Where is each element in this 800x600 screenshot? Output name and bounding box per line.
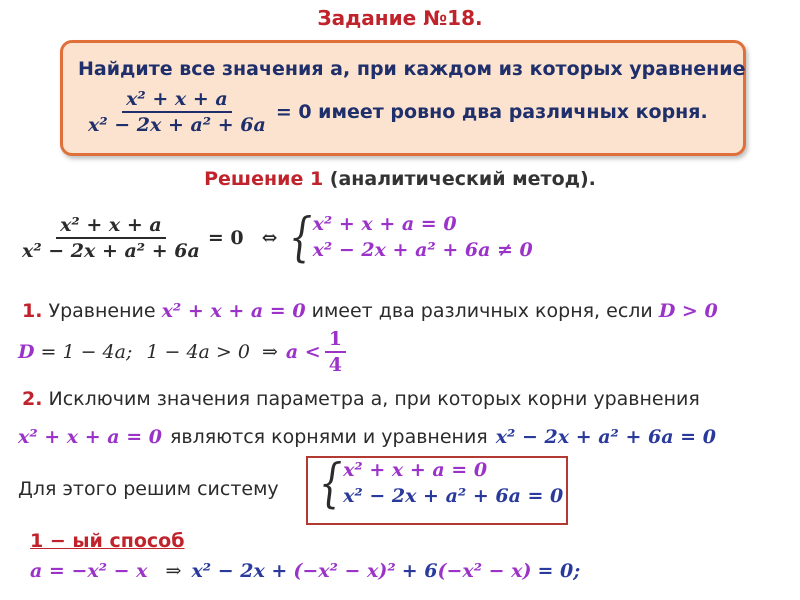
system-brace: { <box>288 208 312 268</box>
one-quarter-fraction <box>325 328 346 376</box>
task-fraction-numerator: x² + x + a <box>122 88 232 113</box>
substitution-part-b: (−x² − x)² <box>293 560 396 582</box>
substitution-part-d: (−x² − x) <box>437 560 532 582</box>
implies-arrow: ⇒ <box>261 341 278 363</box>
main-equation <box>18 208 533 268</box>
step-2-continuation <box>18 426 716 448</box>
task-fraction <box>84 88 270 136</box>
equals-zero: = 0 <box>207 227 244 249</box>
fraction-denominator: 4 <box>328 354 342 376</box>
system-label: Для этого решим систему <box>18 478 279 500</box>
a-less-than: a < <box>285 341 321 363</box>
discriminant-line <box>18 328 346 376</box>
solution-label: Решение 1 <box>204 168 324 190</box>
main-fraction <box>18 214 204 262</box>
method-1-equation <box>30 560 580 582</box>
step-1-condition: D > 0 <box>658 300 718 322</box>
framed-system <box>314 454 564 514</box>
framed-system-line-2: x² − 2x + a² + 6a = 0 <box>343 485 564 507</box>
task-title: Задание №18. <box>317 6 483 30</box>
framed-system-line-1: x² + x + a = 0 <box>343 459 488 482</box>
task-statement-line2 <box>84 88 708 136</box>
step-2-equation-2: x² − 2x + a² + 6a = 0 <box>495 426 716 448</box>
step-2-text-mid: являются корнями и уравнения <box>169 426 488 448</box>
equivalent-system <box>284 208 533 268</box>
solution-heading <box>0 168 800 190</box>
substitution-part-e: = 0; <box>537 560 581 582</box>
discriminant-symbol: D <box>18 341 35 363</box>
discriminant-inequality: 1 − 4a > 0 <box>146 341 250 363</box>
step-2-line <box>22 388 700 410</box>
a-expression: a = −x² − x <box>30 560 148 582</box>
method-1-heading: 1 − ый способ <box>30 530 185 552</box>
system-line-1: x² + x + a = 0 <box>312 213 457 236</box>
equivalence-arrow: ⇔ <box>261 227 278 249</box>
implies-arrow-2: ⇒ <box>165 560 182 582</box>
main-fraction-denominator: x² − 2x + a² + 6a <box>22 240 200 262</box>
system-line-2: x² − 2x + a² + 6a ≠ 0 <box>312 239 533 261</box>
step-2-text: Исключим значения параметра a, при которых корни уравнения <box>48 388 700 410</box>
step-1-text-a: Уравнение <box>48 300 156 322</box>
system-brace-2: { <box>318 454 343 514</box>
substitution-part-c: + 6 <box>401 560 438 582</box>
fraction-numerator: 1 <box>325 328 346 353</box>
discriminant-expression: = 1 − 4a; <box>40 341 133 363</box>
main-fraction-numerator: x² + x + a <box>56 214 166 239</box>
step-2-equation-1: x² + x + a = 0 <box>18 426 162 448</box>
step-1-number: 1. <box>22 300 43 322</box>
step-2-number: 2. <box>22 388 43 410</box>
task-statement-rest: = 0 имеет ровно два различных корня. <box>275 101 708 123</box>
step-1-text-b: имеет два различных корня, если <box>311 300 653 322</box>
substitution-part-a: x² − 2x + <box>191 560 288 582</box>
solution-method: (аналитический метод). <box>329 168 596 190</box>
task-statement-line1: Найдите все значения a, при каждом из которых уравнение <box>78 58 746 80</box>
step-1-line <box>22 300 718 322</box>
step-1-equation: x² + x + a = 0 <box>161 300 306 322</box>
task-fraction-denominator: x² − 2x + a² + 6a <box>88 114 266 136</box>
